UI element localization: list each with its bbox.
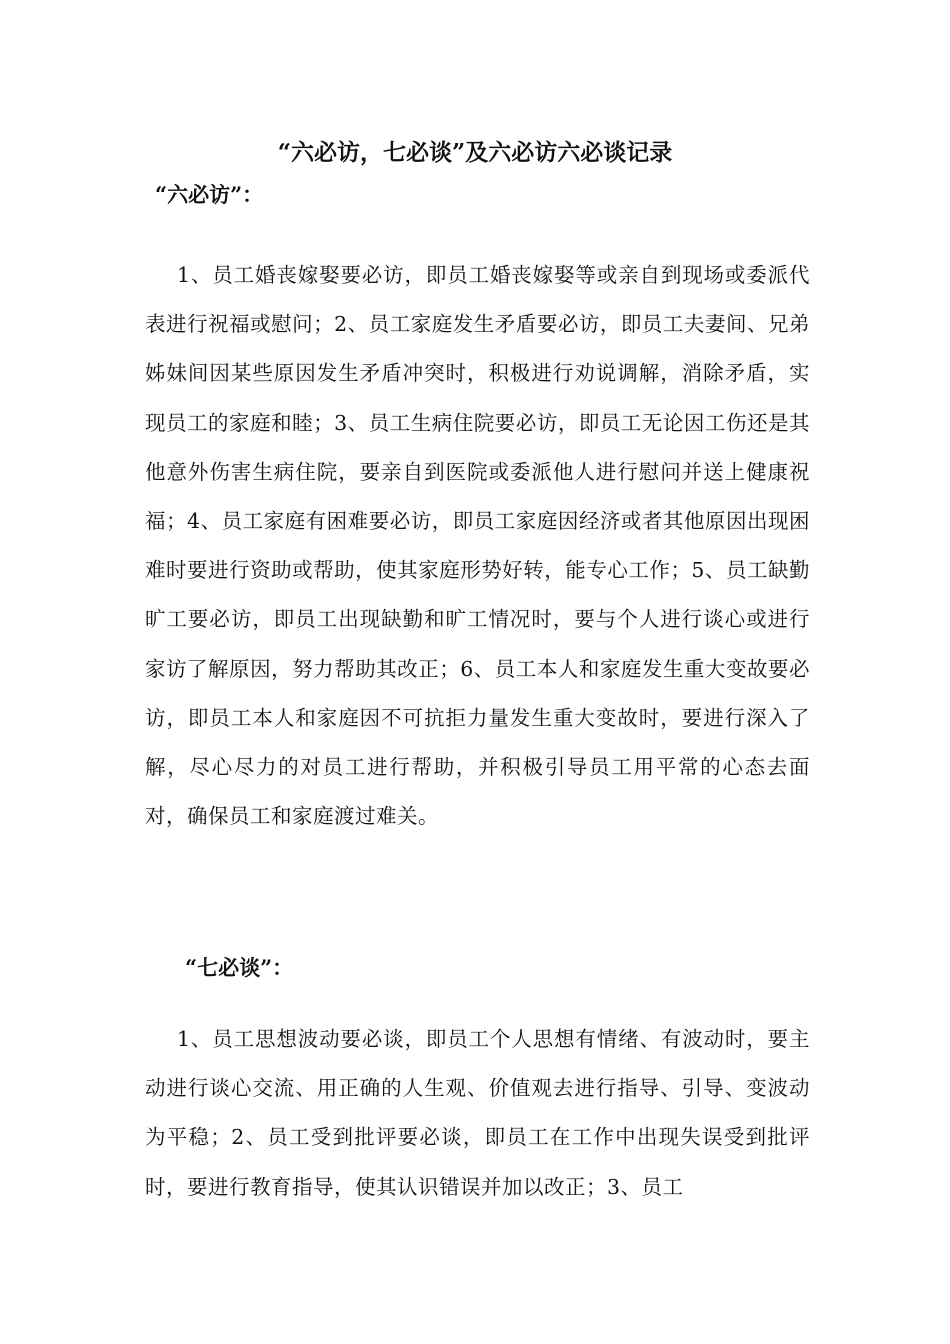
section-body-seven-talks: 1、员工思想波动要必谈，即员工个人思想有情绪、有波动时，要主动进行谈心交流、用正确的人生观、价值观去进行指导、引导、变波动为平稳；2、员工受到批评要必谈，即员工在工作中出现失误受到批评时，要进行教育指导，使其认识错误并加以改正；3、员工 (145, 1027, 810, 1199)
document-title: “六必访，七必谈”及六必访六必谈记录 (277, 139, 673, 166)
section-body-six-visits: 1、员工婚丧嫁娶要必访，即员工婚丧嫁娶等或亲自到现场或委派代表进行祝福或慰问；2、员工家庭发生矛盾要必访，即员工夫妻间、兄弟姊妹间因某些原因发生矛盾冲突时，积极进行劝说调解，消除矛盾，实现员工的家庭和睦；3、员工生病住院要必访，即员工无论因工伤还是其他意外伤害生病住院，要亲自到医院或委派他人进行慰问并送上健康祝福；4、员工家庭有困难要必访，即员工家庭因经济或者其他原因出现困难时要进行资助或帮助，使其家庭形势好转，能专心工作；5、员工缺勤旷工要必访，即员工出现缺勤和旷工情况时，要与个人进行谈心或进行家访了解原因，努力帮助其改正；6、员工本人和家庭发生重大变故要必访，即员工本人和家庭因不可抗拒力量发生重大变故时，要进行深入了解，尽心尽力的对员工进行帮助，并积极引导员工用平常的心态去面对，确保员工和家庭渡过难关。 (145, 263, 810, 829)
section-heading-seven-talks: “七必谈”： (185, 955, 294, 980)
section-heading-six-visits: “六必访”： (155, 182, 264, 207)
